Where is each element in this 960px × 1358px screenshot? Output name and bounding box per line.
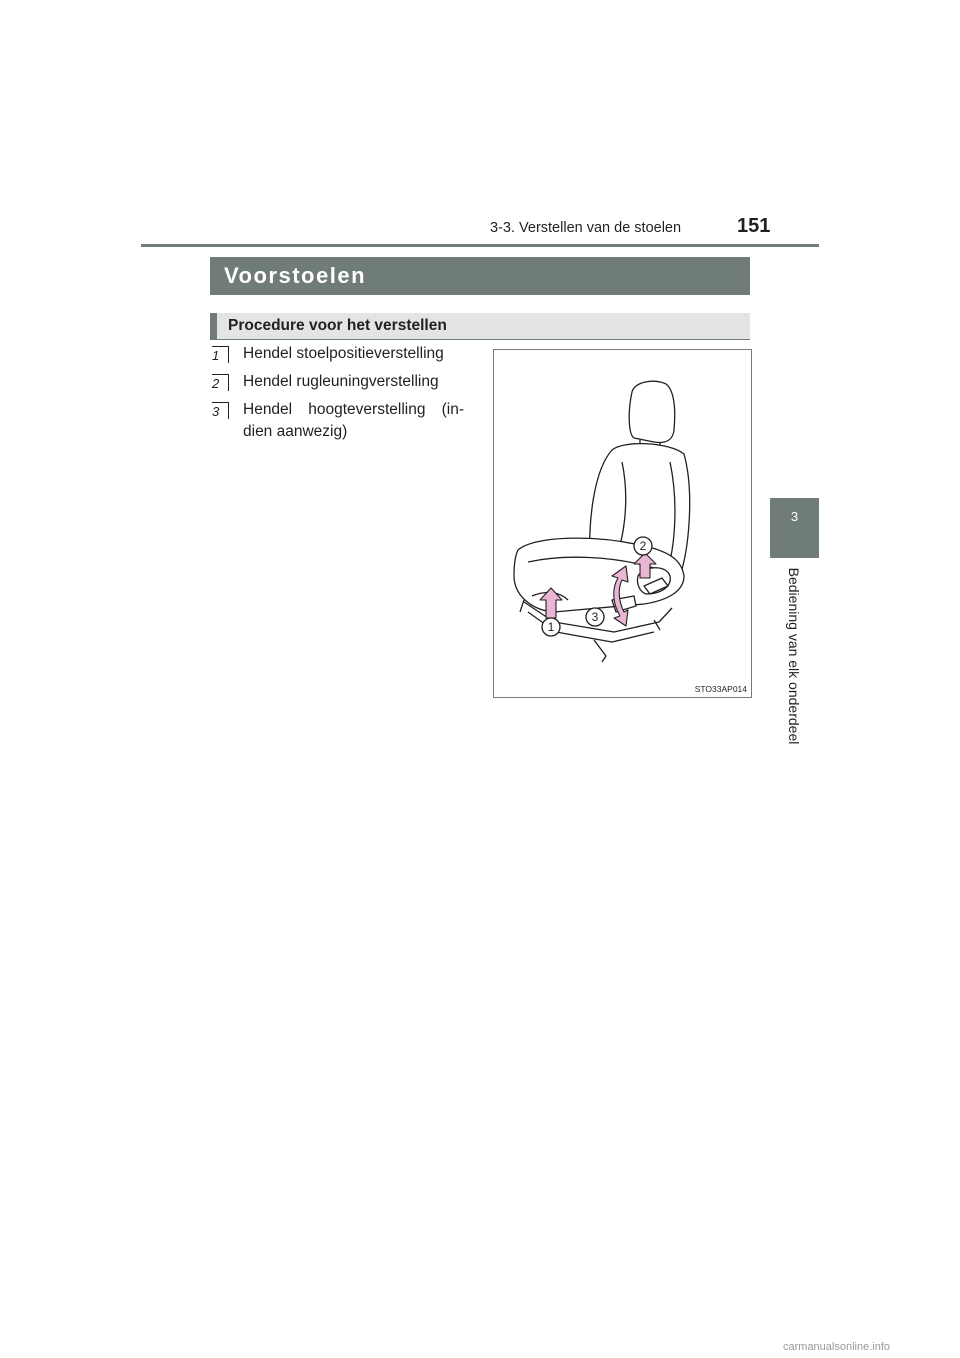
subsection-title: Procedure voor het verstellen bbox=[228, 317, 447, 334]
number-badge: 1 bbox=[212, 346, 229, 363]
list-item bbox=[212, 343, 464, 365]
section-header bbox=[210, 257, 750, 295]
list-item bbox=[212, 371, 464, 393]
seat-illustration bbox=[493, 349, 752, 698]
figure-code: STO33AP014 bbox=[694, 684, 747, 694]
list-item-text: Hendel hoogteverstelling (in-dien aanwezig) bbox=[243, 401, 464, 440]
subsection-header bbox=[210, 313, 750, 340]
callout-label: 3 bbox=[591, 610, 599, 624]
lever-list bbox=[212, 343, 464, 449]
running-header: 3-3. Verstellen van de stoelen bbox=[490, 220, 682, 236]
callout-label: 2 bbox=[639, 539, 647, 553]
subsection-accent bbox=[210, 313, 217, 340]
page-number: 151 bbox=[737, 215, 771, 237]
callout-label: 1 bbox=[547, 620, 555, 634]
section-title: Voorstoelen bbox=[224, 263, 367, 288]
list-item-text: Hendel stoelpositieverstelling bbox=[243, 345, 444, 362]
chapter-label: Bediening van elk onderdeel bbox=[786, 567, 802, 745]
list-item bbox=[212, 399, 464, 443]
list-item-text: Hendel rugleuningverstelling bbox=[243, 373, 439, 390]
number-badge: 2 bbox=[212, 374, 229, 391]
watermark: carmanualsonline.info bbox=[783, 1341, 891, 1353]
headrest-shape bbox=[629, 381, 675, 442]
seat-drawing bbox=[494, 350, 751, 697]
header-rule bbox=[141, 244, 819, 247]
number-badge: 3 bbox=[212, 402, 229, 419]
chapter-tab: 3 bbox=[770, 498, 819, 558]
